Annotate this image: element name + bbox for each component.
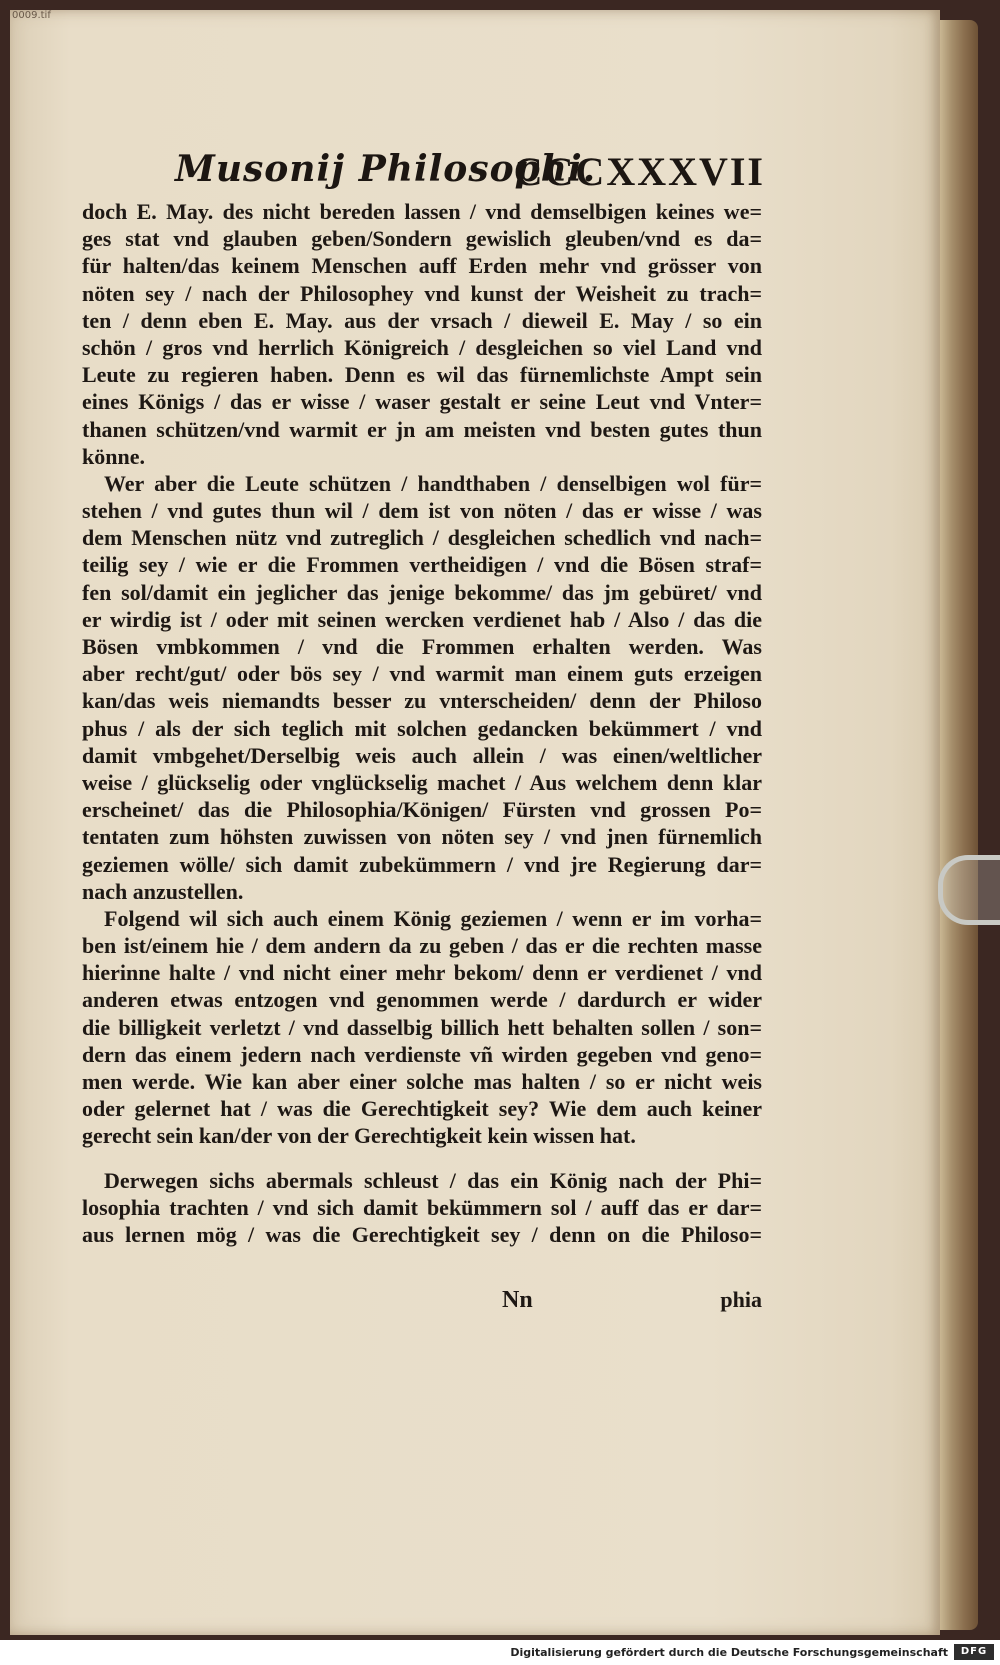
text-line: ten / denn eben E. May. aus der vrsach / dieweil E. May / so ein xyxy=(82,307,762,333)
text-line: damit vmbgehet/Derselbig weis auch allein / was einen/weltlicher xyxy=(82,742,762,768)
text-line: stehen / vnd gutes thun wil / dem ist von nöten / das er wisse / was xyxy=(82,498,762,524)
text-line: men werde. Wie kan aber einer solche mas halten / so er nicht weis xyxy=(82,1069,762,1094)
text-line: doch E. May. des nicht bereden lassen / vnd demselbigen keines we= xyxy=(82,199,762,224)
text-line: Leute zu regieren haben. Denn es wil das fürnemlichste Ampt sein xyxy=(82,362,762,388)
dfg-logo: DFG xyxy=(954,1644,994,1660)
text-line: dern das einem jedern nach verdienste vñ wirden gegeben vnd geno= xyxy=(82,1041,762,1067)
catchword-row xyxy=(82,1287,762,1317)
text-line: geziemen wölle/ sich damit zubekümmern / vnd jre Regierung dar= xyxy=(82,851,762,877)
text-line: die billigkeit verletzt / vnd dasselbig billich hett behalten sollen / son= xyxy=(82,1014,762,1040)
bookmark-clip xyxy=(938,855,1000,925)
text-line: nöten sey / nach der Philosophey vnd kunst der Weisheit zu trach= xyxy=(82,280,762,306)
text-line: fen sol/damit ein jeglicher das jenige bekomme/ das jm gebüret/ vnd xyxy=(82,579,762,605)
text-line: kan/das weis niemandts besser zu vnterscheiden/ denn der Philoso xyxy=(82,688,762,714)
text-line: Bösen vmbkommen / vnd die Frommen erhalten werden. Was xyxy=(82,634,762,659)
text-line: gerecht sein kan/der von der Gerechtigkeit kein wissen hat. xyxy=(82,1123,636,1149)
page-header xyxy=(175,148,765,198)
catchword: phia xyxy=(720,1287,762,1312)
text-line: losophia trachten / vnd sich damit bekümmern sol / auff das er dar= xyxy=(82,1194,762,1220)
text-line: für halten/das keinem Menschen auff Erden mehr vnd grösser von xyxy=(82,253,762,279)
text-line: dem Menschen nütz vnd zutreglich / desgleichen schedlich vnd nach= xyxy=(82,525,762,551)
text-line: phus / als der sich teglich mit solchen gedancken bekümmert / vnd xyxy=(82,715,762,741)
text-line: teilig sey / wie er die Frommen vertheidigen / vnd die Bösen straf= xyxy=(82,552,762,578)
book-page xyxy=(10,10,940,1635)
running-title: Musonij Philosophi. xyxy=(175,148,597,190)
text-line: Folgend wil sich auch einem König geziemen / wenn er im vorha= xyxy=(104,905,762,931)
text-line: könne. xyxy=(82,443,145,469)
text-line: nach anzustellen. xyxy=(82,878,244,904)
funding-credit: Digitalisierung gefördert durch die Deutsche Forschungsgemeinschaft xyxy=(510,1646,948,1659)
text-line: schön / gros vnd herrlich Königreich / desgleichen so viel Land vnd xyxy=(82,334,762,360)
text-line: oder gelernet hat / was die Gerechtigkeit sey? Wie dem auch keiner xyxy=(82,1096,762,1122)
text-line: tentaten zum höhsten zuwissen von nöten sey / vnd jnen fürnemlich xyxy=(82,824,762,850)
text-body xyxy=(82,198,762,1248)
signature-mark: Nn xyxy=(502,1287,533,1313)
text-line: er wirdig ist / oder mit seinen wercken verdienet hab / Also / das die xyxy=(82,606,762,632)
text-line: Derwegen sichs abermals schleust / das ein König nach der Phi= xyxy=(104,1167,762,1193)
text-line: anderen etwas entzogen vnd genommen werde / dardurch er wider xyxy=(82,987,762,1013)
image-filename-label: 0009.tif xyxy=(12,10,51,21)
text-line: aber recht/gut/ oder bös sey / vnd warmit man einem guts erzeigen xyxy=(82,661,762,687)
text-line: hierinne halte / vnd nicht einer mehr bekom/ denn er verdienet / vnd xyxy=(82,960,762,986)
text-line: ges stat vnd glauben geben/Sondern gewislich gleuben/vnd es da= xyxy=(82,226,762,252)
text-line: aus lernen mög / was die Gerechtigkeit sey / denn on die Philoso= xyxy=(82,1221,762,1247)
text-line: erscheinet/ das die Philosophia/Königen/ Fürsten vnd grossen Po= xyxy=(82,797,762,823)
text-line: eines Königs / das er wisse / waser gestalt er seine Leut vnd Vnter= xyxy=(82,389,762,415)
text-line: thanen schützen/vnd warmit er jn am meisten vnd besten gutes thun xyxy=(82,416,762,442)
footer-bar xyxy=(0,1640,1000,1665)
folio-number: CCCXXXVII xyxy=(513,149,765,194)
paragraph-gap xyxy=(82,1150,762,1167)
text-line: weise / glückselig oder vnglückselig machet / Aus welchem denn klar xyxy=(82,769,762,795)
text-line: ben ist/einem hie / dem andern da zu geben / das er die rechten masse xyxy=(82,933,762,959)
text-line: Wer aber die Leute schützen / handthaben / denselbigen wol für= xyxy=(104,470,762,496)
